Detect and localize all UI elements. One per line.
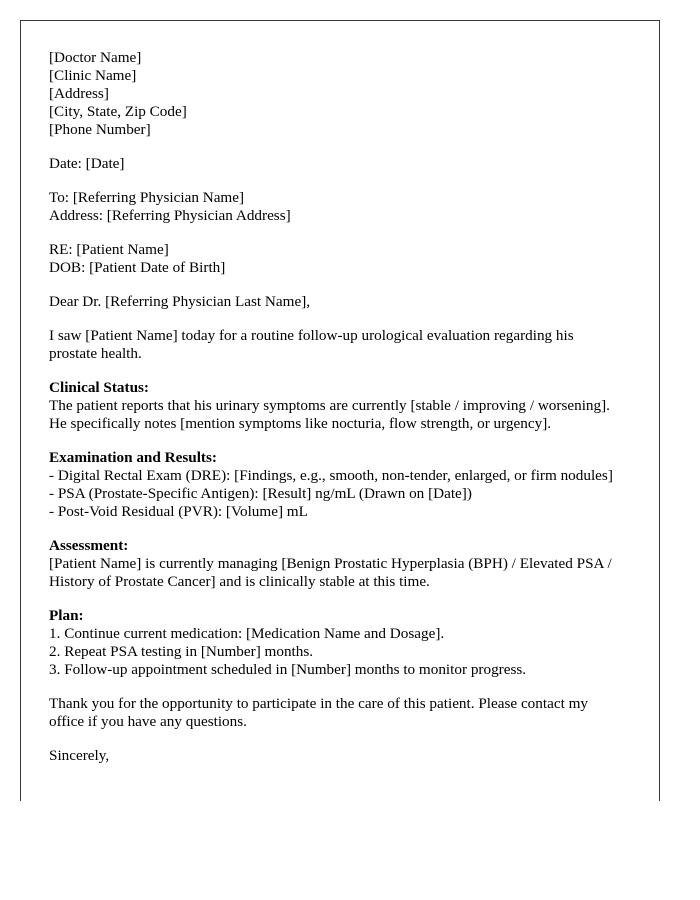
sender-phone: [Phone Number] (49, 121, 151, 138)
letter-page (20, 20, 660, 801)
plan-item-psa-testing: 2. Repeat PSA testing in [Number] months. (49, 643, 314, 660)
salutation: Dear Dr. [Referring Physician Last Name], (49, 293, 311, 310)
recipient-block (49, 189, 619, 225)
intro-block (49, 327, 619, 363)
plan-item-follow-up: 3. Follow-up appointment scheduled in [Number] months to monitor progress. (49, 661, 527, 678)
signoff: Sincerely, (49, 747, 110, 764)
sender-address: [Address] (49, 85, 109, 102)
plan-section (49, 607, 619, 679)
examination-heading: Examination and Results: (49, 449, 217, 466)
re-patient-name: RE: [Patient Name] (49, 241, 169, 258)
signoff-block (49, 747, 619, 765)
recipient-name: To: [Referring Physician Name] (49, 189, 245, 206)
exam-item-psa: - PSA (Prostate-Specific Antigen): [Result] ng/mL (Drawn on [Date]) (49, 485, 472, 502)
letter-date: Date: [Date] (49, 155, 125, 172)
closing-block (49, 695, 619, 731)
sender-block (49, 49, 619, 139)
clinical-status-heading: Clinical Status: (49, 379, 149, 396)
closing-paragraph: Thank you for the opportunity to participate in the care of this patient. Please contact my office if you have any questions. (49, 695, 588, 730)
clinical-status-text: The patient reports that his urinary symptoms are currently [stable / improving / worsening]. He specifically notes [mention symptoms like nocturia, flow strength, or urgency]. (49, 397, 610, 432)
assessment-heading: Assessment: (49, 537, 129, 554)
recipient-address: Address: [Referring Physician Address] (49, 207, 291, 224)
doctor-name: [Doctor Name] (49, 49, 142, 66)
assessment-section (49, 537, 619, 591)
re-block (49, 241, 619, 277)
re-patient-dob: DOB: [Patient Date of Birth] (49, 259, 226, 276)
clinic-name: [Clinic Name] (49, 67, 137, 84)
plan-heading: Plan: (49, 607, 84, 624)
assessment-text: [Patient Name] is currently managing [Benign Prostatic Hyperplasia (BPH) / Elevated PSA / History of Prostate Cancer] and is clinically stable at this time. (49, 555, 612, 590)
exam-item-dre: - Digital Rectal Exam (DRE): [Findings, e.g., smooth, non-tender, enlarged, or firm nodules] (49, 467, 613, 484)
sender-city-state-zip: [City, State, Zip Code] (49, 103, 187, 120)
clinical-status-section (49, 379, 619, 433)
plan-item-medication: 1. Continue current medication: [Medication Name and Dosage]. (49, 625, 445, 642)
intro-paragraph: I saw [Patient Name] today for a routine follow-up urological evaluation regarding his prostate health. (49, 327, 574, 362)
examination-section (49, 449, 619, 521)
salutation-block (49, 293, 619, 311)
letter-body (49, 49, 619, 781)
exam-item-pvr: - Post-Void Residual (PVR): [Volume] mL (49, 503, 308, 520)
date-block (49, 155, 619, 173)
